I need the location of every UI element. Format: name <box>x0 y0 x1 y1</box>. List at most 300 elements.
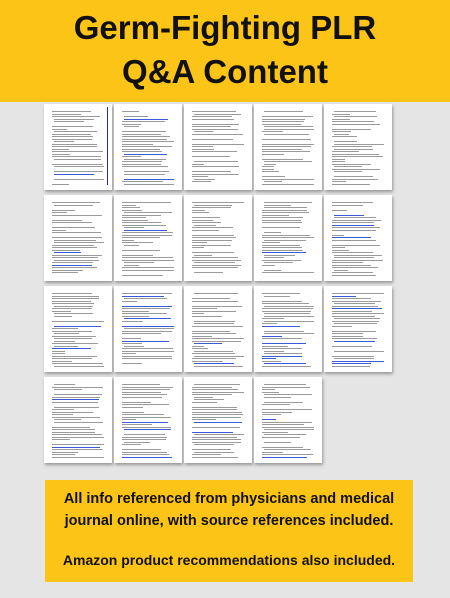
text-line <box>332 129 371 130</box>
text-line <box>52 232 101 233</box>
text-line <box>264 333 314 334</box>
text-line <box>52 303 94 304</box>
text-line <box>52 356 97 357</box>
text-line <box>192 346 204 347</box>
text-line <box>192 119 234 120</box>
text-line <box>192 265 241 266</box>
text-line <box>124 318 171 319</box>
text-line <box>332 252 373 253</box>
text-line <box>52 397 100 398</box>
text-line <box>52 164 103 165</box>
text-line <box>264 313 310 314</box>
text-line <box>192 134 243 135</box>
text-line <box>262 361 281 362</box>
text-line <box>122 389 170 390</box>
text-line <box>192 139 233 140</box>
text-line <box>264 240 306 241</box>
text-line <box>192 432 233 433</box>
text-line <box>52 134 91 135</box>
text-line <box>262 301 302 302</box>
text-line <box>54 171 103 172</box>
text-line <box>54 121 84 122</box>
text-line <box>262 432 288 433</box>
text-line <box>332 235 344 236</box>
text-line <box>54 242 104 243</box>
text-line <box>192 240 232 241</box>
text-line <box>192 111 236 112</box>
text-line <box>192 116 232 117</box>
text-line <box>122 412 144 413</box>
text-line <box>192 245 231 246</box>
text-line <box>192 442 241 443</box>
text-line <box>54 346 78 347</box>
text-line <box>194 225 216 226</box>
text-line <box>122 392 161 393</box>
text-line <box>262 409 312 410</box>
text-line <box>192 237 236 238</box>
text-line <box>122 301 137 302</box>
text-line <box>52 336 96 337</box>
text-line <box>192 222 221 223</box>
text-line <box>122 136 170 137</box>
text-line <box>332 131 351 132</box>
text-line <box>192 217 220 218</box>
text-line <box>262 366 311 367</box>
text-line <box>332 227 380 228</box>
text-line <box>192 311 236 312</box>
text-line <box>54 341 75 342</box>
text-line <box>192 260 241 261</box>
text-line <box>332 356 374 357</box>
text-line <box>332 202 373 203</box>
text-line <box>262 427 314 428</box>
text-line <box>54 159 101 160</box>
text-line <box>334 303 375 304</box>
text-line <box>264 134 309 135</box>
text-line <box>192 149 214 150</box>
text-line <box>332 156 383 157</box>
text-line <box>52 129 67 130</box>
text-line <box>122 338 141 339</box>
text-line <box>264 449 311 450</box>
text-line <box>192 316 222 317</box>
text-line <box>52 331 92 332</box>
text-line <box>332 237 371 238</box>
text-line <box>262 392 279 393</box>
text-line <box>54 407 99 408</box>
text-line <box>334 323 377 324</box>
text-line <box>52 237 102 238</box>
text-line <box>52 227 95 228</box>
text-line <box>194 255 212 256</box>
text-line <box>264 257 284 258</box>
text-line <box>264 111 303 112</box>
text-line <box>124 230 167 231</box>
text-line <box>52 343 98 344</box>
text-line <box>54 422 103 423</box>
text-line <box>262 151 310 152</box>
text-line <box>332 250 349 251</box>
text-line <box>332 296 356 297</box>
text-line <box>332 247 345 248</box>
text-line <box>52 444 104 445</box>
text-line <box>52 220 82 221</box>
text-line <box>54 419 81 420</box>
text-line <box>122 397 162 398</box>
text-line <box>262 414 281 415</box>
text-line <box>122 225 166 226</box>
text-line <box>54 252 81 253</box>
text-line <box>192 308 217 309</box>
text-line <box>52 215 102 216</box>
text-line <box>124 119 168 120</box>
text-line <box>192 306 242 307</box>
text-line <box>122 348 173 349</box>
text-line <box>264 363 306 364</box>
text-line <box>262 121 304 122</box>
text-line <box>194 323 234 324</box>
text-line <box>334 318 380 319</box>
text-line <box>122 166 168 167</box>
text-line <box>122 161 162 162</box>
text-line <box>52 361 72 362</box>
text-line <box>192 338 244 339</box>
text-line <box>122 343 142 344</box>
text-line <box>332 316 375 317</box>
text-line <box>52 202 100 203</box>
text-line <box>332 301 381 302</box>
text-line <box>262 272 314 273</box>
document-page-thumbnail <box>44 377 112 463</box>
text-line <box>192 166 239 167</box>
text-line <box>192 348 208 349</box>
text-line <box>264 442 291 443</box>
text-line <box>192 176 208 177</box>
text-line <box>54 260 99 261</box>
text-line <box>262 242 280 243</box>
text-line <box>332 230 376 231</box>
text-line <box>122 394 167 395</box>
text-line <box>334 166 362 167</box>
document-page-thumbnail <box>184 286 252 372</box>
document-page-thumbnail <box>324 286 392 372</box>
text-line <box>264 331 304 332</box>
text-line <box>192 336 212 337</box>
text-line <box>192 220 213 221</box>
text-line <box>262 222 302 223</box>
text-line <box>194 351 233 352</box>
text-line <box>122 250 160 251</box>
text-line <box>262 250 303 251</box>
text-line <box>192 230 219 231</box>
text-line <box>122 321 143 322</box>
text-line <box>192 361 223 362</box>
document-page-thumbnail <box>324 195 392 281</box>
text-line <box>122 139 167 140</box>
text-line <box>192 353 235 354</box>
text-line <box>52 439 70 440</box>
text-line <box>52 245 94 246</box>
text-line <box>52 427 90 428</box>
text-line <box>192 267 238 268</box>
text-line <box>194 272 223 273</box>
text-line <box>124 298 167 299</box>
text-line <box>194 161 238 162</box>
text-line <box>332 119 350 120</box>
text-line <box>332 240 376 241</box>
text-line <box>52 210 75 211</box>
document-page-thumbnail <box>44 286 112 372</box>
text-line <box>264 262 293 263</box>
text-line <box>332 267 378 268</box>
text-line <box>262 265 275 266</box>
text-line <box>52 139 92 140</box>
text-line <box>192 207 231 208</box>
text-line <box>52 296 99 297</box>
text-line <box>122 257 173 258</box>
text-line <box>332 159 345 160</box>
text-line <box>52 270 83 271</box>
text-line <box>124 262 154 263</box>
text-line <box>262 348 302 349</box>
text-line <box>54 174 94 175</box>
text-line <box>194 363 234 364</box>
text-line <box>52 402 98 403</box>
text-line <box>334 111 376 112</box>
text-line <box>122 232 173 233</box>
text-line <box>194 114 241 115</box>
text-line <box>194 444 234 445</box>
text-line <box>54 179 104 180</box>
text-line <box>332 333 363 334</box>
text-line <box>124 212 172 213</box>
text-line <box>332 181 346 182</box>
text-line <box>262 412 292 413</box>
text-line <box>264 181 282 182</box>
text-line <box>194 356 244 357</box>
text-line <box>52 311 71 312</box>
text-line <box>262 293 300 294</box>
text-line <box>332 308 382 309</box>
text-line <box>54 119 94 120</box>
text-line <box>52 144 97 145</box>
text-line <box>332 146 372 147</box>
document-page-thumbnail <box>114 195 182 281</box>
text-line <box>122 326 174 327</box>
text-line <box>332 225 374 226</box>
text-line <box>262 326 300 327</box>
text-line <box>52 212 67 213</box>
text-line <box>192 301 238 302</box>
text-line <box>52 399 99 400</box>
text-line <box>122 452 167 453</box>
text-line <box>332 275 376 276</box>
text-line <box>262 437 300 438</box>
text-line <box>332 179 378 180</box>
text-line <box>52 308 92 309</box>
text-line <box>124 265 139 266</box>
text-line <box>332 366 370 367</box>
text-line <box>124 184 174 185</box>
text-line <box>122 235 172 236</box>
text-line <box>332 245 380 246</box>
page-edge-marker <box>107 107 108 185</box>
text-line <box>124 346 144 347</box>
text-line <box>122 424 152 425</box>
text-line <box>124 227 144 228</box>
text-line <box>54 338 92 339</box>
text-line <box>332 262 363 263</box>
text-line <box>52 267 97 268</box>
text-line <box>332 151 359 152</box>
text-line <box>264 255 295 256</box>
text-line <box>332 169 380 170</box>
text-line <box>332 121 374 122</box>
text-line <box>52 298 99 299</box>
text-line <box>192 171 231 172</box>
text-line <box>122 313 167 314</box>
text-line <box>122 358 172 359</box>
text-line <box>52 457 104 458</box>
text-line <box>192 414 243 415</box>
text-line <box>334 171 362 172</box>
text-line <box>332 361 384 362</box>
text-line <box>192 392 244 393</box>
text-line <box>262 346 288 347</box>
text-line <box>122 210 142 211</box>
document-page-thumbnail <box>254 104 322 190</box>
text-line <box>334 149 373 150</box>
text-line <box>54 326 101 327</box>
text-line <box>122 222 161 223</box>
document-pages-grid <box>43 104 395 470</box>
text-line <box>52 184 69 185</box>
text-line <box>122 111 139 112</box>
text-line <box>264 306 314 307</box>
text-line <box>334 141 357 142</box>
text-line <box>194 397 213 398</box>
text-line <box>262 343 306 344</box>
text-line <box>262 159 303 160</box>
text-line <box>52 452 78 453</box>
text-line <box>122 267 174 268</box>
text-line <box>192 164 204 165</box>
text-line <box>262 245 300 246</box>
text-line <box>124 442 150 443</box>
text-line <box>192 402 217 403</box>
text-line <box>262 308 313 309</box>
text-line <box>122 260 174 261</box>
text-line <box>122 402 151 403</box>
text-line <box>124 429 171 430</box>
text-line <box>122 387 173 388</box>
text-line <box>122 341 169 342</box>
text-line <box>122 237 160 238</box>
text-line <box>262 424 304 425</box>
text-line <box>192 210 205 211</box>
text-line <box>122 404 169 405</box>
text-line <box>194 293 238 294</box>
text-line <box>122 308 170 309</box>
text-line <box>52 247 97 248</box>
text-line <box>52 146 97 147</box>
text-line <box>332 346 372 347</box>
text-line <box>192 298 230 299</box>
text-line <box>194 262 235 263</box>
text-line <box>122 181 163 182</box>
text-line <box>264 207 307 208</box>
text-line <box>262 454 313 455</box>
text-line <box>52 301 91 302</box>
text-line <box>122 311 149 312</box>
text-line <box>52 353 65 354</box>
text-line <box>262 452 283 453</box>
text-line <box>332 321 379 322</box>
text-line <box>194 452 234 453</box>
text-line <box>122 427 171 428</box>
text-line <box>264 384 306 385</box>
document-page-thumbnail <box>184 104 252 190</box>
text-line <box>52 437 104 438</box>
text-line <box>262 389 275 390</box>
text-line <box>192 331 230 332</box>
text-line <box>122 333 161 334</box>
text-line <box>334 341 375 342</box>
text-line <box>332 210 347 211</box>
document-page-thumbnail <box>254 286 322 372</box>
text-line <box>124 245 139 246</box>
text-line <box>192 257 238 258</box>
text-line <box>52 351 65 352</box>
text-line <box>122 363 142 364</box>
text-line <box>332 336 363 337</box>
text-line <box>122 306 172 307</box>
text-line <box>332 313 384 314</box>
text-line <box>54 313 93 314</box>
text-line <box>264 202 312 203</box>
text-line <box>52 363 103 364</box>
text-line <box>54 384 75 385</box>
text-line <box>264 434 306 435</box>
text-line <box>262 260 301 261</box>
text-line <box>124 171 169 172</box>
text-line <box>194 384 240 385</box>
text-line <box>124 328 174 329</box>
text-line <box>52 262 93 263</box>
text-line <box>332 272 373 273</box>
text-line <box>262 356 302 357</box>
text-line <box>122 240 134 241</box>
text-line <box>52 111 91 112</box>
text-line <box>122 419 136 420</box>
text-line <box>54 240 96 241</box>
text-line <box>52 255 102 256</box>
text-line <box>52 447 100 448</box>
text-line <box>122 156 141 157</box>
text-line <box>264 232 281 233</box>
text-line <box>262 179 314 180</box>
text-line <box>124 126 139 127</box>
text-line <box>192 439 241 440</box>
text-line <box>262 247 302 248</box>
text-line <box>52 149 69 150</box>
text-line <box>194 321 235 322</box>
text-line <box>122 144 153 145</box>
text-line <box>334 358 374 359</box>
text-line <box>52 257 98 258</box>
text-line <box>262 171 279 172</box>
text-line <box>264 351 284 352</box>
